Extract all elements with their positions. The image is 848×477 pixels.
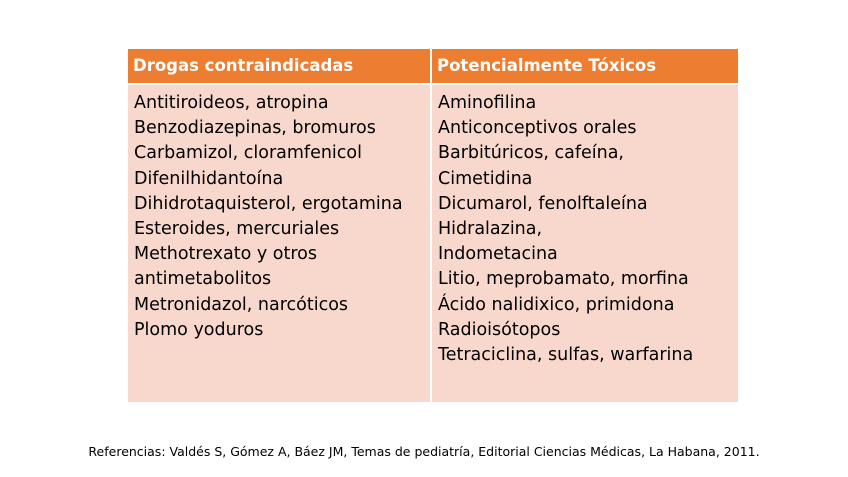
potentially-toxic-drugs-cell (432, 83, 738, 402)
list-item: Dihidrotaquisterol, ergotamina (134, 193, 403, 214)
list-item: Carbamizol, cloramfenicol (134, 143, 362, 164)
list-item: Litio, meprobamato, morfina (438, 269, 689, 290)
list-item: antimetabolitos (134, 269, 272, 290)
header-drogas-contraindicadas: Drogas contraindicadas (128, 49, 432, 83)
list-item: Benzodiazepinas, bromuros (134, 118, 376, 139)
contraindicated-drugs-cell (128, 83, 432, 402)
list-item: Ácido nalidixico, primidona (438, 294, 675, 315)
list-item: Methotrexato y otros (134, 244, 317, 265)
list-item: Indometacina (438, 244, 558, 265)
list-item: Anticonceptivos orales (438, 118, 637, 139)
list-item: Cimetidina (438, 168, 533, 189)
list-item: Plomo yoduros (134, 319, 264, 340)
list-item: Difenilhidantoína (134, 168, 284, 189)
list-item: Barbitúricos, cafeína, (438, 143, 624, 164)
list-item: Dicumarol, fenolftaleína (438, 193, 648, 214)
list-item: Metronidazol, narcóticos (134, 294, 349, 315)
potentially-toxic-drugs-list (438, 91, 738, 368)
header-potencialmente-toxicos: Potencialmente Tóxicos (432, 49, 738, 83)
list-item: Tetraciclina, sulfas, warfarina (438, 345, 694, 366)
list-item: Esteroides, mercuriales (134, 219, 340, 240)
list-item: Radioisótopos (438, 319, 561, 340)
list-item: Antitiroideos, atropina (134, 93, 329, 113)
reference-citation: Referencias: Valdés S, Gómez A, Báez JM, Temas de pediatría, Editorial Ciencias Médicas, La Habana, 2011. (88, 444, 760, 459)
contraindicated-drugs-list (134, 91, 430, 343)
drug-table (128, 49, 738, 402)
list-item: Hidralazina, (438, 219, 543, 240)
list-item: Aminofilina (438, 93, 537, 113)
